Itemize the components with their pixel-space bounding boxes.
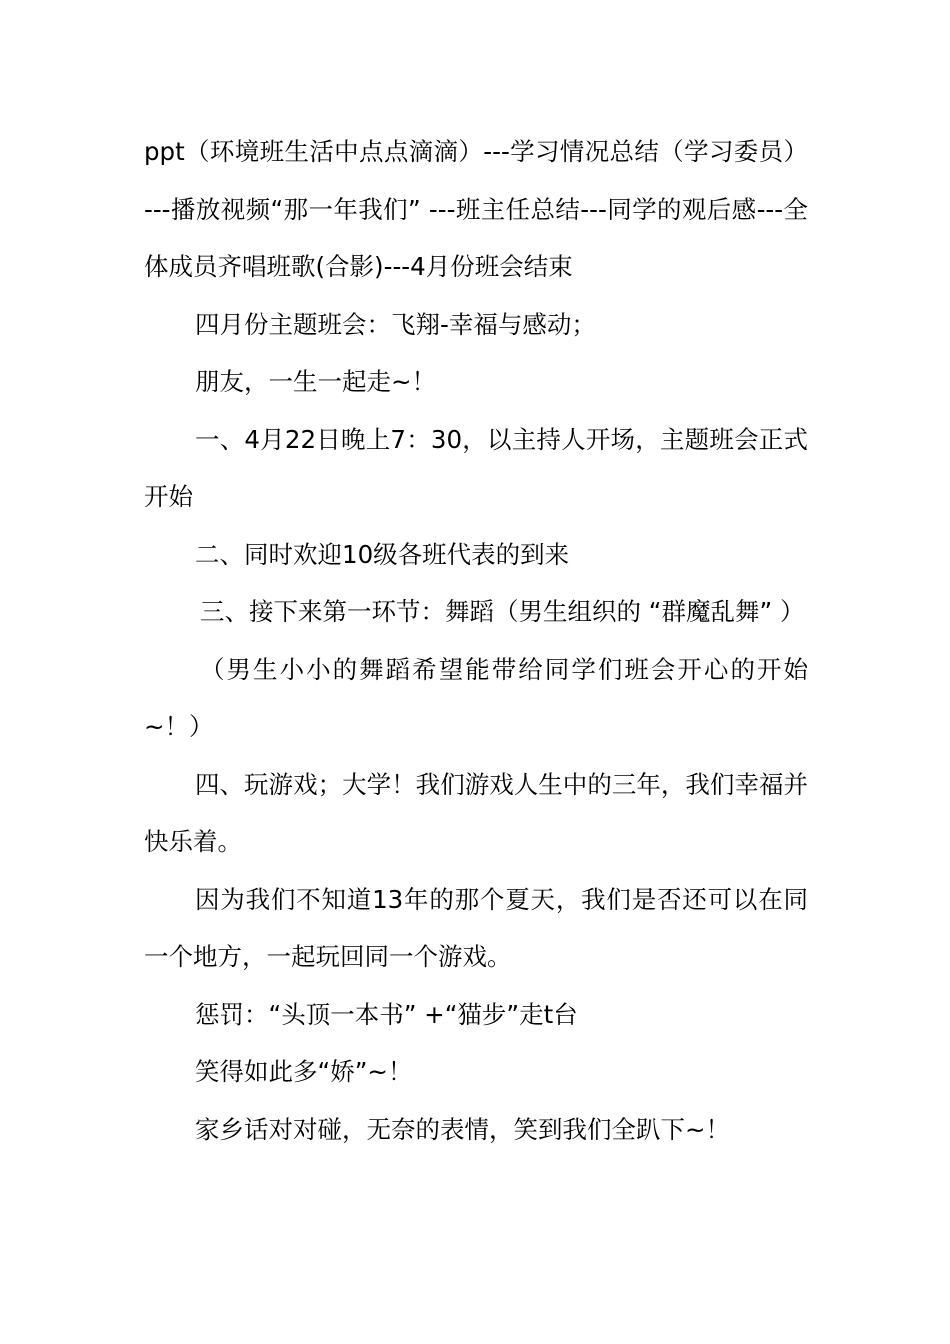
paragraph-theme-title: 四月份主题班会：飞翔-幸福与感动； (195, 309, 596, 339)
paragraph-item-4: 四、玩游戏；大学！我们游戏人生中的三年，我们幸福并快乐着。 (144, 769, 808, 856)
paragraph-dance-note: （男生小小的舞蹈希望能带给同学们班会开心的开始~！） (144, 654, 808, 741)
paragraph-summer: 因为我们不知道13年的那个夏天，我们是否还可以在同一个地方，一起玩回同一个游戏。 (144, 884, 808, 971)
paragraph-item-3: 三、接下来第一环节：舞蹈（男生组织的 “群魔乱舞” ） (200, 597, 805, 626)
document-body (144, 123, 808, 1158)
paragraph-penalty: 惩罚：“头顶一本书” +“猫步”走t台 (195, 999, 578, 1029)
paragraph-item-2: 二、同时欢迎10级各班代表的到来 (195, 539, 570, 569)
paragraph-item-1: 一、4月22日晚上7：30，以主持人开场，主题班会正式开始 (144, 424, 808, 511)
paragraph-laugh: 笑得如此多“娇”~！ (195, 1057, 413, 1086)
paragraph-friends: 朋友，一生一起走~！ (195, 367, 437, 396)
paragraph-dialect: 家乡话对对碰，无奈的表情，笑到我们全趴下~！ (195, 1114, 731, 1144)
paragraph-program-flow: ppt（环境班生活中点点滴滴）---学习情况总结（学习委员）---播放视频“那一年我们” ---班主任总结---同学的观后感---全体成员齐唱班歌(合影)---4月份班会结束 (144, 137, 808, 281)
